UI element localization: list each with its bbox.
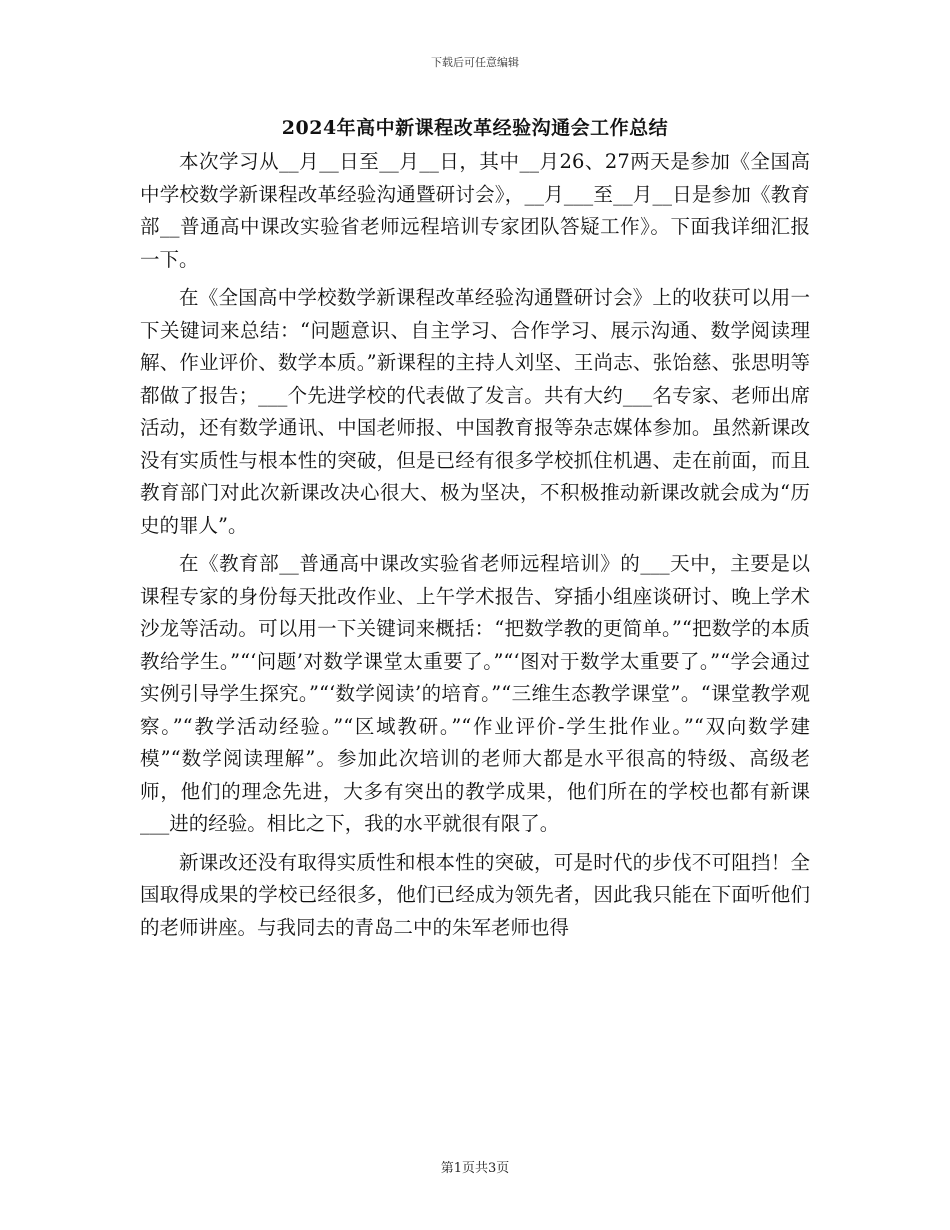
page-header-note: 下载后可任意编辑	[431, 56, 519, 69]
paragraph-3: 在《教育部__普通高中课改实验省老师远程培训》的___天中，主要是以课程专家的身份每天批改作业、上午学术报告、穿插小组座谈研讨、晚上学术沙龙等活动。可以用一下关键词来概括：“把数学教的更简单。”“把数学的本质教给学生。”“‘问题’对数学课堂太重要了。”“‘图对于数学太重要了。”“学会通过实例引导学生探究。”“‘数学阅读’的培育。”“三维生态教学课堂”。“课堂教学观察。”“教学活动经验。”“区域教研。”“作业评价-学生批作业。”“双向数学建模”“数学阅读理解”。参加此次培训的老师大都是水平很高的特级、高级老师，他们的理念先进，大多有突出的教学成果，他们所在的学校也都有新课___进的经验。相比之下，我的水平就很有限了。	[140, 552, 810, 835]
page-number-footer: 第1页共3页	[440, 1161, 510, 1176]
document-body	[140, 146, 810, 950]
paragraph-2: 在《全国高中学校数学新课程改革经验沟通暨研讨会》上的收获可以用一下关键词来总结：“问题意识、自主学习、合作学习、展示沟通、数学阅读理解、作业评价、数学本质。”新课程的主持人刘坚、王尚志、张饴慈、张思明等都做了报告；___个先进学校的代表做了发言。共有大约___名专家、老师出席活动，还有数学通讯、中国老师报、中国教育报等杂志媒体参加。虽然新课改没有实质性与根本性的突破，但是已经有很多学校抓住机遇、走在前面，而且教育部门对此次新课改决心很大、极为坚决，不积极推动新课改就会成为“历史的罪人”。	[140, 286, 810, 537]
paragraph-1: 本次学习从__月__日至__月__日，其中__月26、27两天是参加《全国高中学校数学新课程改革经验沟通暨研讨会》，__月___至__月__日是参加《教育部__普通高中课改实验省老师远程培训专家团队答疑工作》。下面我详细汇报一下。	[140, 150, 810, 271]
document-title: 2024年高中新课程改革经验沟通会工作总结	[281, 117, 669, 139]
paragraph-4: 新课改还没有取得实质性和根本性的突破，可是时代的步伐不可阻挡！全国取得成果的学校已经很多，他们已经成为领先者，因此我只能在下面听他们的老师讲座。与我同去的青岛二中的朱军老师也得	[140, 850, 810, 939]
